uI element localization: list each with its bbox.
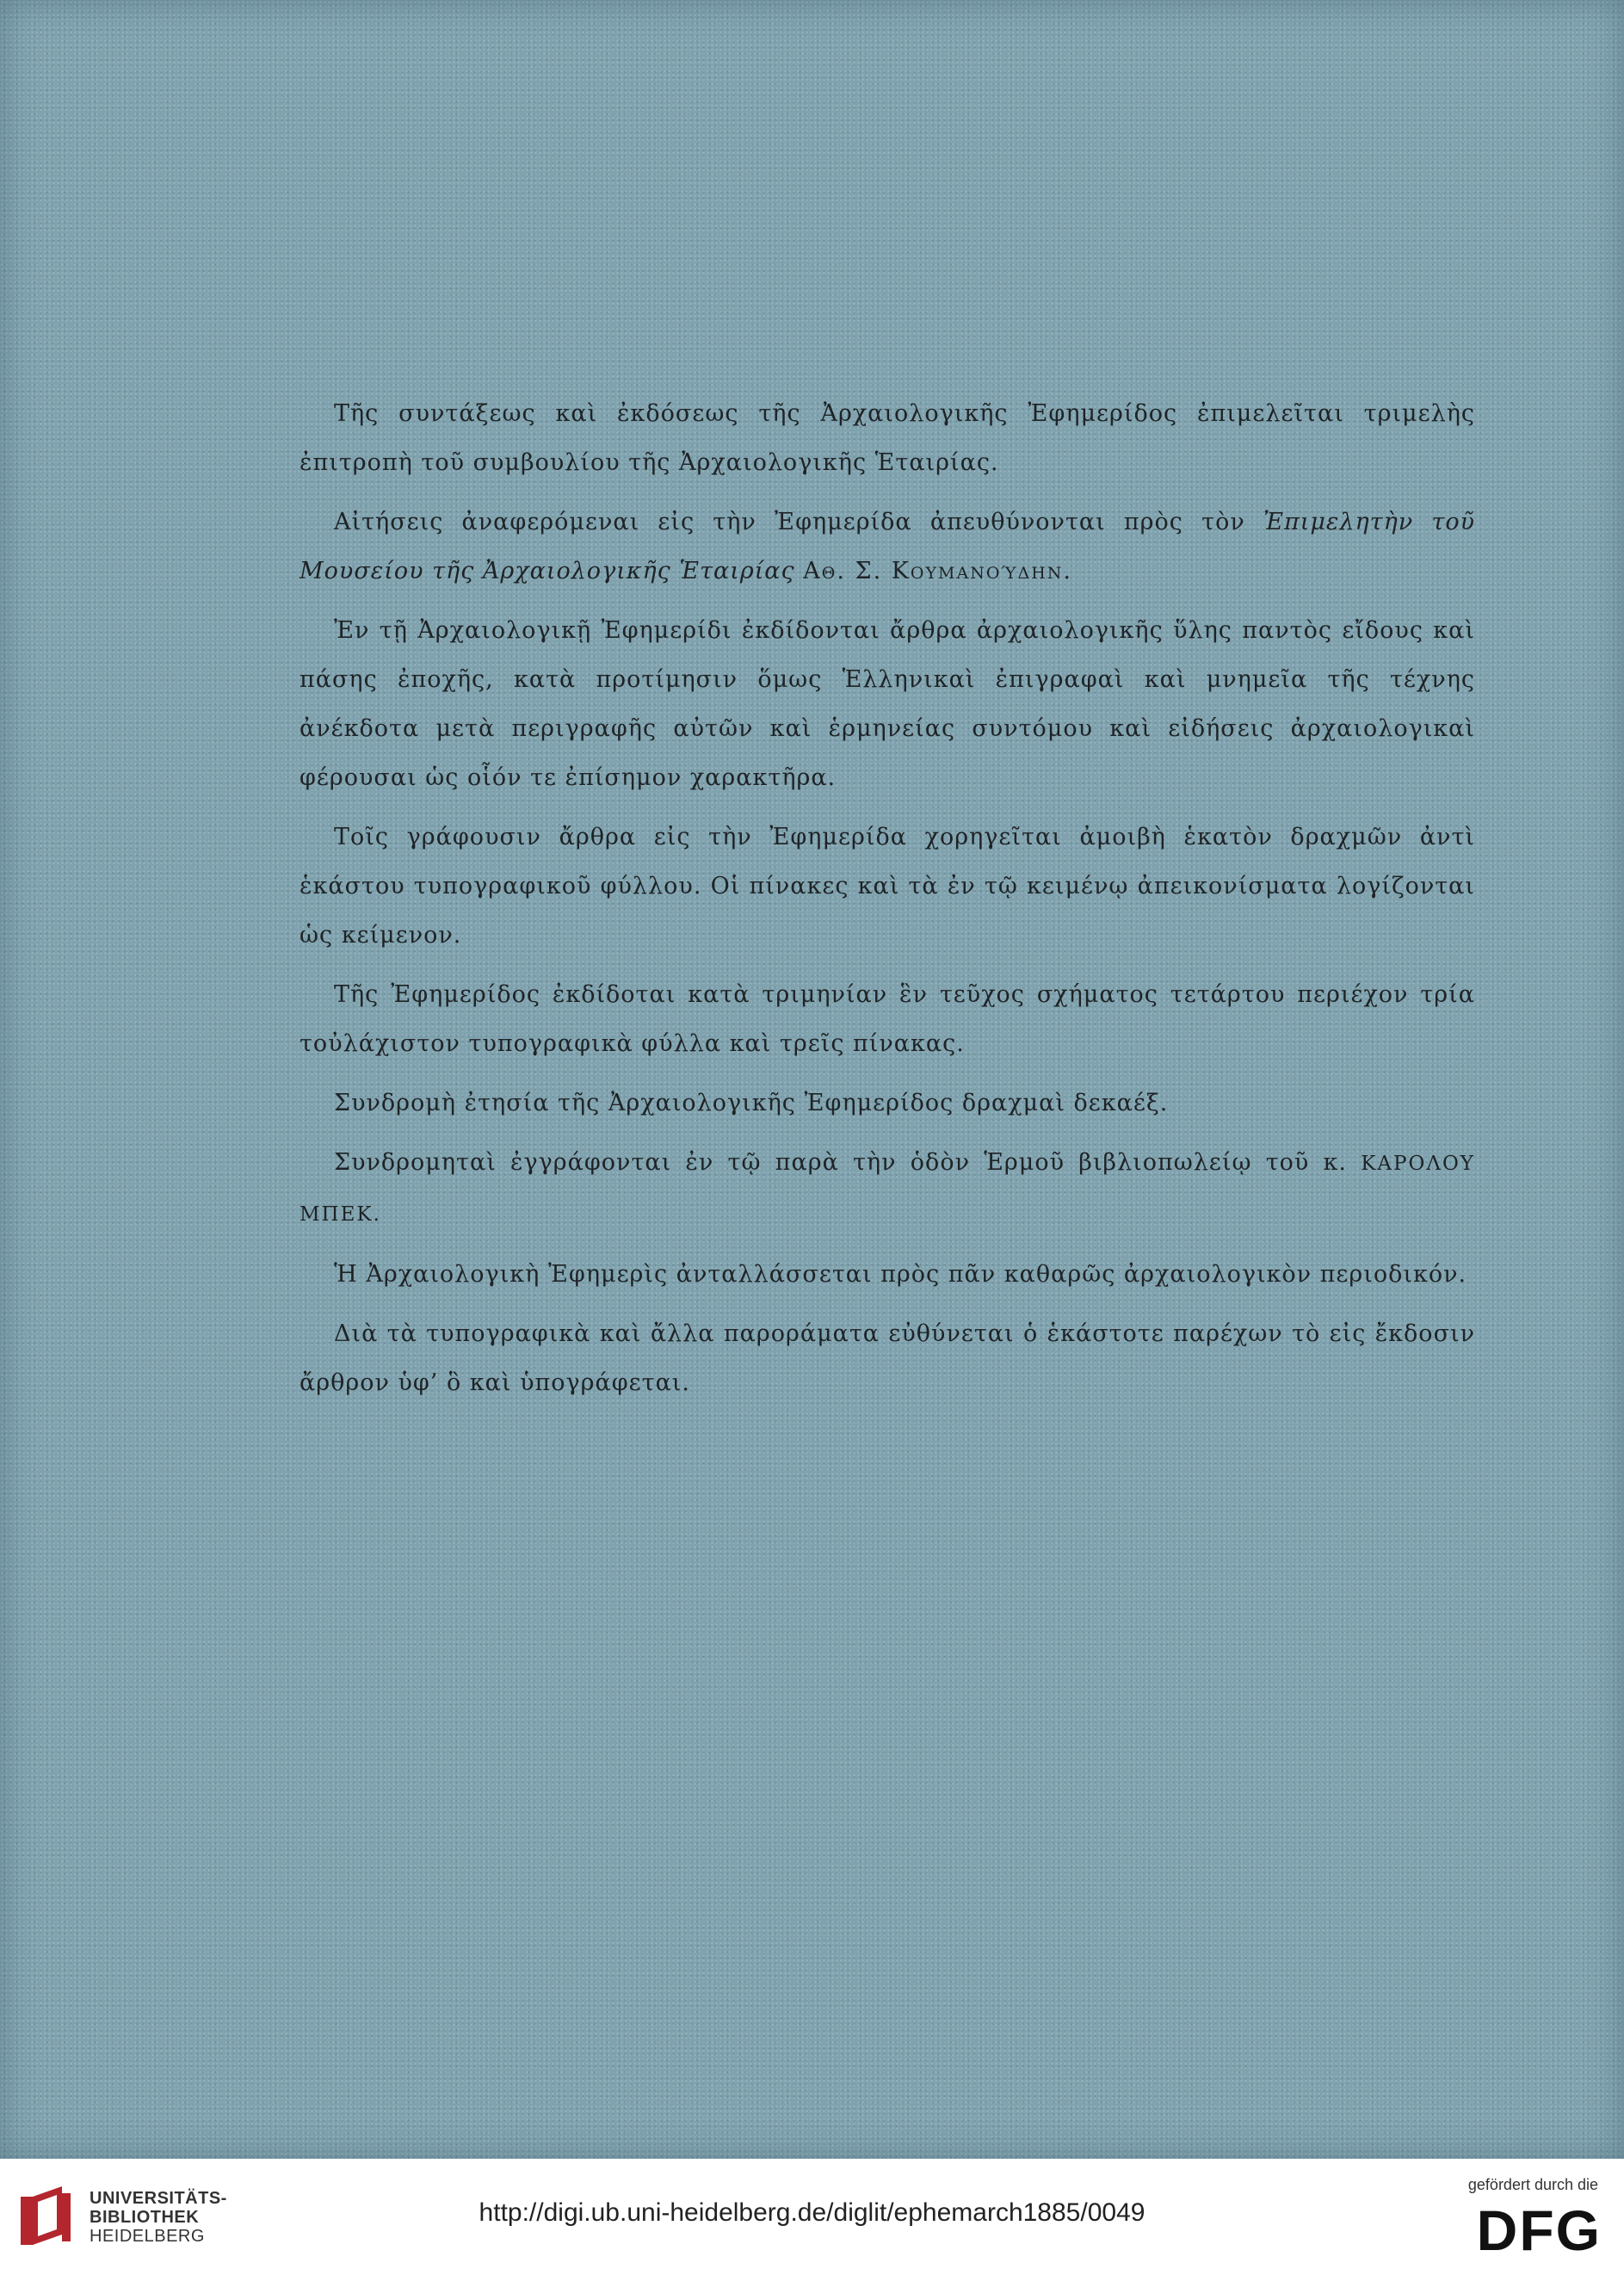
requests-addressee: Ἐπιμελητὴν τοῦ Μουσείου τῆς Ἀρχαιολογικῆς Ἑταιρίας	[299, 509, 1475, 584]
funding-note: gefördert durch die	[1467, 2176, 1598, 2193]
paragraph-errata: Διὰ τὰ τυπογραφικὰ καὶ ἄλλα παροράματα εὐθύνεται ὁ ἑκάστοτε παρέχων τὸ εἰς ἔκδοσιν ἄρθρον ὑφ’ ὃ καὶ ὑπογράφεται.	[299, 1320, 1475, 1396]
library-name-line2: BIBLIOTHEK	[90, 2208, 200, 2227]
paragraph-author-fee: Τοῖς γράφουσιν ἄρθρα εἰς τὴν Ἐφημερίδα χορηγεῖται ἀμοιβὴ ἑκατὸν δραχμῶν ἀντὶ ἑκάστου τυπογραφικοῦ φύλλου. Οἱ πίνακες καὶ τὰ ἐν τῷ κειμένῳ ἀπεικονίσματα λογίζονται ὡς κείμενον.	[299, 824, 1475, 949]
dfg-logo: DFG	[1476, 2198, 1602, 2262]
subscribers-lead: Συνδρομηταὶ ἐγγράφονται ἐν τῷ παρὰ τὴν ὁδὸν Ἑρμοῦ βιβλιοπωλείῳ τοῦ κ.	[334, 1149, 1347, 1176]
requests-name: Αθ. Σ. Κουμανούδην.	[803, 558, 1072, 584]
paragraph-content-types: Ἐν τῇ Ἀρχαιολογικῇ Ἐφημερίδι ἐκδίδονται ἄρθρα ἀρχαιολογικῆς ὕλης παντὸς εἴδους καὶ πάσης ἐποχῆς, κατὰ προτίμησιν ὅμως Ἑλληνικαὶ ἐπιγραφαὶ καὶ μνημεῖα τῆς τέχνης ἀνέκδοτα μετὰ περιγραφῆς αὐτῶν καὶ ἑρμηνείας συντόμου καὶ εἰδήσεις ἀρχαιολογικαὶ φέρουσαι ὡς οἷόν τε ἐπίσημον χαρακτῆρα.	[299, 617, 1475, 791]
paragraph-editorial-board: Τῆς συντάξεως καὶ ἐκδόσεως τῆς Ἀρχαιολογικῆς Ἐφημερίδος ἐπιμελεῖται τριμελὴς ἐπιτροπὴ τοῦ συμβουλίου τῆς Ἀρχαιολογικῆς Ἑταιρίας.	[299, 400, 1475, 476]
subscribers-bookseller: ΚΑΡΟΛΟΥ ΜΠΕΚ.	[299, 1153, 1475, 1226]
library-name-line1: UNIVERSITÄTS-	[90, 2189, 227, 2208]
requests-lead: Αἰτήσεις ἀναφερόμεναι εἰς τὴν Ἐφημερίδα ἀπευθύνονται πρὸς τὸν	[334, 509, 1245, 535]
paragraph-exchange: Ἡ Ἀρχαιολογικὴ Ἐφημερὶς ἀνταλλάσσεται πρὸς πᾶν καθαρῶς ἀρχαιολογικὸν περιοδικόν.	[334, 1261, 1467, 1288]
permalink-url[interactable]: http://digi.ub.uni-heidelberg.de/diglit/ephemarch1885/0049	[479, 2198, 1145, 2227]
library-name-line3: HEIDELBERG	[90, 2227, 205, 2246]
digitization-footer	[0, 2159, 1624, 2275]
paragraph-subscription-price: Συνδρομὴ ἐτησία τῆς Ἀρχαιολογικῆς Ἐφημερίδος δραχμαὶ δεκαέξ.	[334, 1090, 1169, 1116]
paragraph-publication: Τῆς Ἐφημερίδος ἐκδίδοται κατὰ τριμηνίαν ἓν τεῦχος σχήματος τετάρτου περιέχον τρία τοὐλάχιστον τυπογραφικὰ φύλλα καὶ τρεῖς πίνακας.	[299, 981, 1475, 1057]
paragraph-requests	[299, 498, 1475, 596]
paragraph-subscribers	[299, 1138, 1475, 1240]
notice-text	[299, 389, 1475, 1418]
